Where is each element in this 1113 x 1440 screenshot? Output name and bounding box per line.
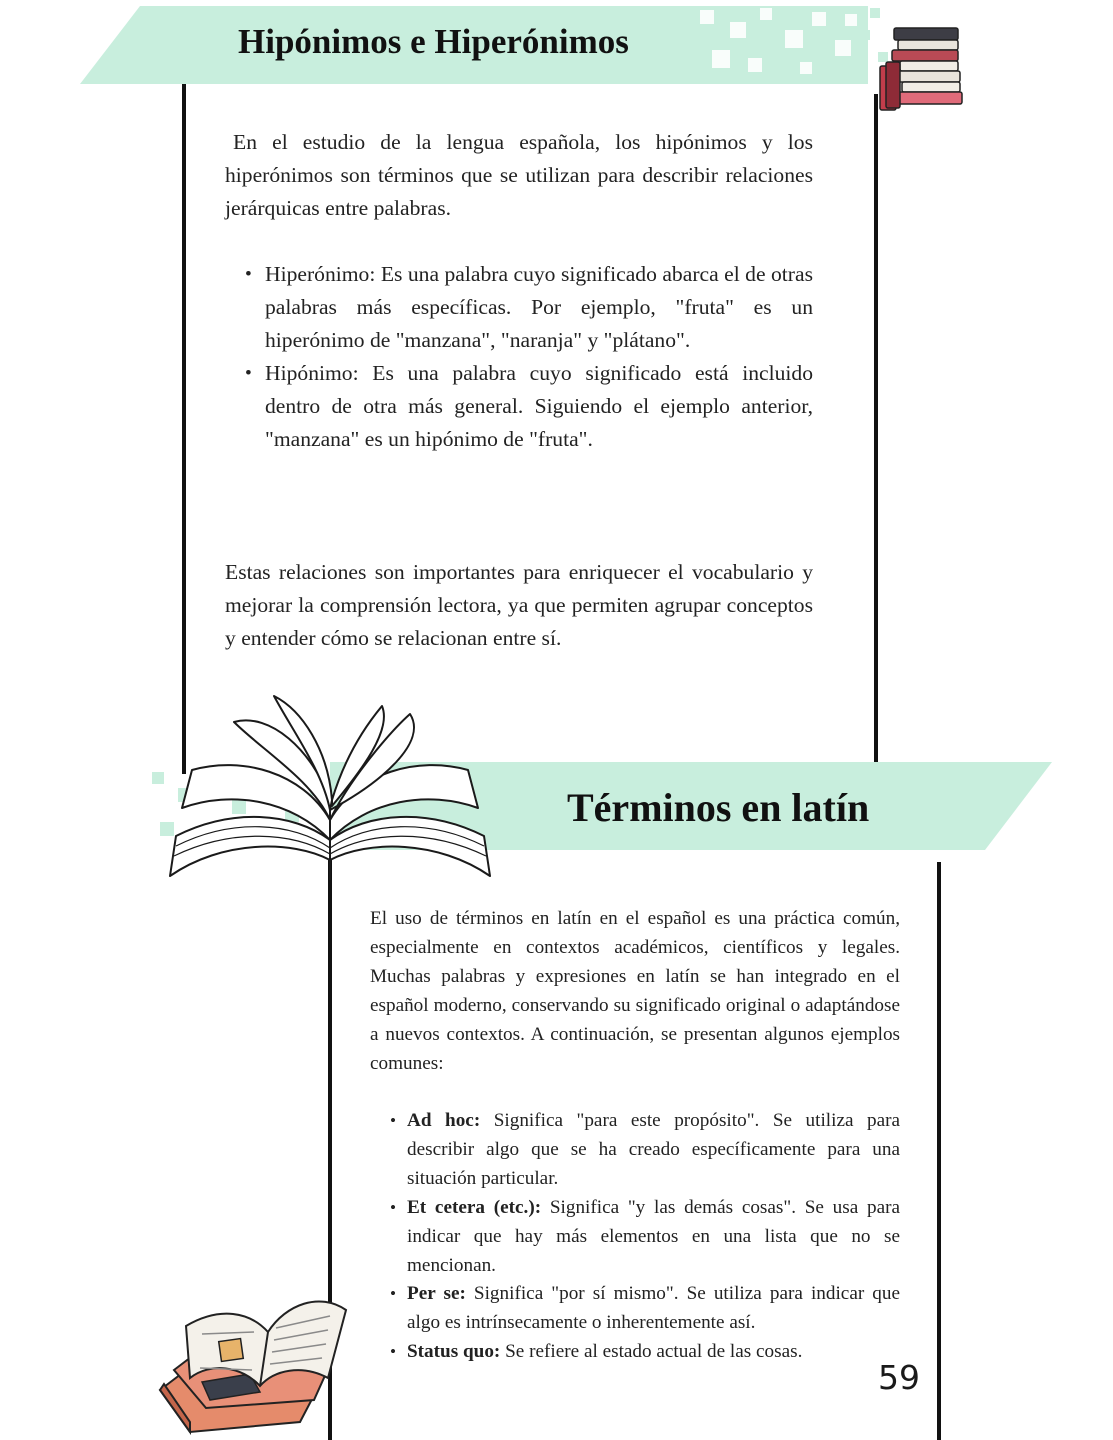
section1-right-line [874, 94, 878, 762]
section1-left-line [182, 84, 186, 774]
list-item: • Hiperónimo: Es una palabra cuyo significado abarca el de otras palabras más específicas. Por ejemplo, "fruta" es un hiperónimo de "manzana", "naranja" y "plátano". [265, 258, 813, 357]
list-item: • Status quo: Se refiere al estado actual de las cosas. [407, 1338, 900, 1367]
section2-list [407, 1107, 900, 1367]
section1-title: Hipónimos e Hiperónimos [238, 22, 629, 61]
page-number: 59 [878, 1358, 920, 1397]
section2-title: Términos en latín [567, 785, 870, 830]
section1-intro: En el estudio de la lengua española, los hipónimos y los hiperónimos son términos que se utilizan para describir relaciones jerárquicas entre palabras. [225, 130, 813, 220]
list-item: • Hipónimo: Es una palabra cuyo significado está incluido dentro de otra más general. Siguiendo el ejemplo anterior, "manzana" es un hipónimo de "fruta". [265, 357, 813, 456]
list-item: • Ad hoc: Significa "para este propósito". Se utiliza para describir algo que se ha creado específicamente para una situación particular. [407, 1107, 900, 1194]
open-book-icon [162, 690, 498, 880]
book-stack-icon [876, 20, 966, 114]
list-item: • Et cetera (etc.): Significa "y las demás cosas". Se usa para indicar que hay más elementos en una lista que no se mencionan. [407, 1194, 900, 1281]
list-item: • Per se: Significa "por sí mismo". Se utiliza para indicar que algo es intrínsecamente o inherentemente así. [407, 1280, 900, 1338]
section1-closing: Estas relaciones son importantes para enriquecer el vocabulario y mejorar la comprensión lectora, ya que permiten agrupar conceptos y entender cómo se relacionan entre sí. [225, 560, 813, 650]
closed-books-icon [150, 1282, 355, 1437]
section1-list [265, 258, 813, 456]
section2-intro: El uso de términos en latín en el español es una práctica común, especialmente en contextos académicos, científicos y legales. Muchas palabras y expresiones en latín se han integrado en el español moderno, conservando su significado original o adaptándose a nuevos contextos. A continuación, se presentan algunos ejemplos comunes: [370, 908, 900, 1074]
section2-right-line [937, 862, 941, 1440]
